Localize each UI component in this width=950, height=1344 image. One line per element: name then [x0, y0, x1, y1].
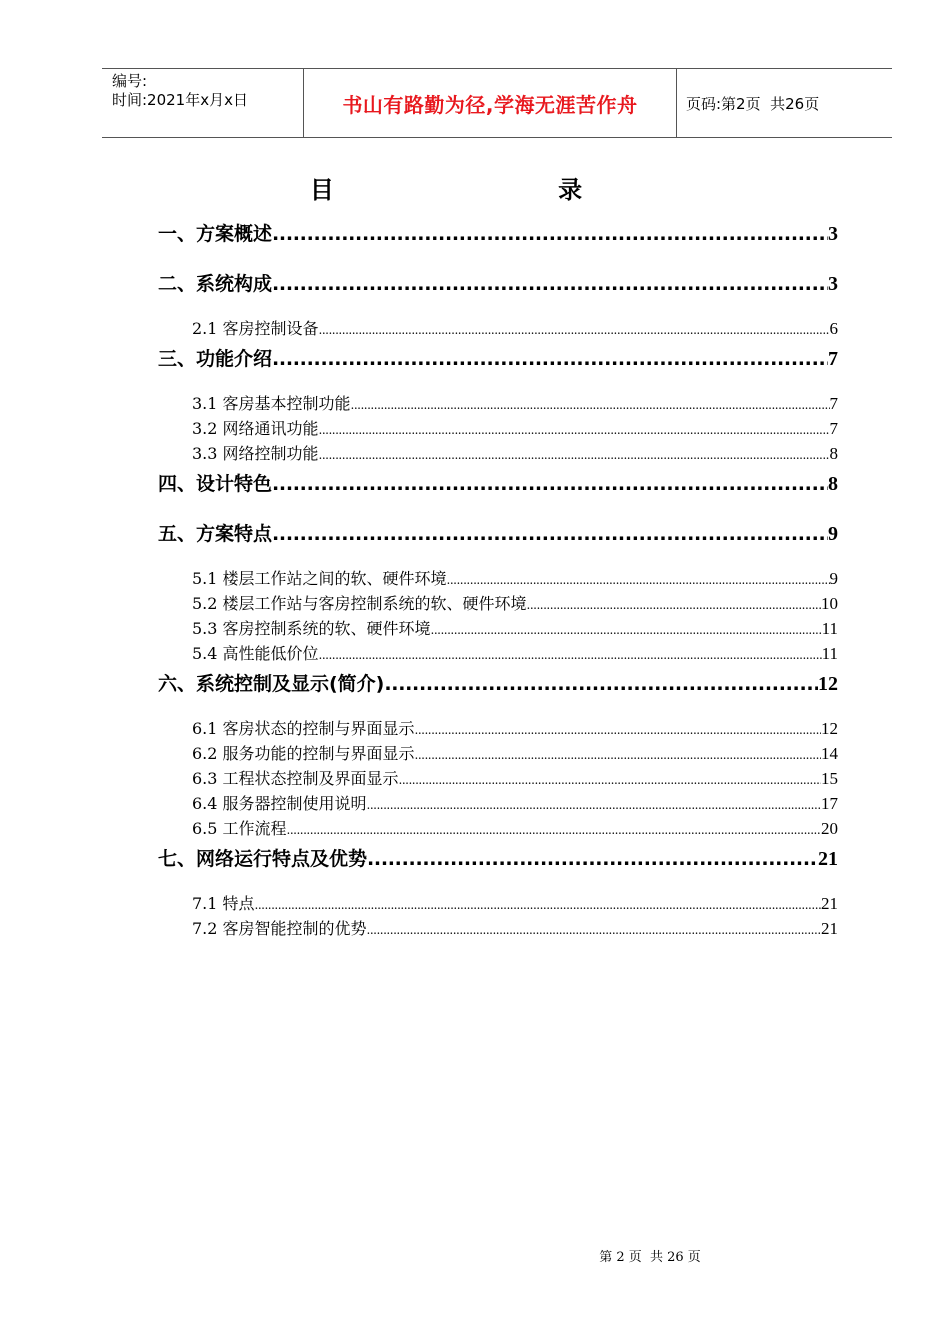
toc-entry-page: 17: [821, 794, 838, 813]
toc-entry-page: 21: [821, 894, 838, 913]
toc-entry-page: 10: [821, 594, 838, 613]
toc-dot-leader: [272, 341, 828, 377]
toc-entry-title: 四、设计特色: [158, 473, 273, 495]
toc-section-entry[interactable]: [158, 766, 838, 791]
toc-dot-leader: [415, 743, 821, 766]
toc-dot-leader: [272, 466, 828, 502]
toc-dot-leader: [447, 568, 830, 591]
toc-entry-title: 6.4 服务器控制使用说明: [192, 794, 367, 813]
toc-chapter-entry[interactable]: [158, 466, 838, 516]
toc-entry-title: 5.2 楼层工作站与客房控制系统的软、硬件环境: [192, 594, 527, 613]
toc-entry-page: 3: [828, 273, 838, 295]
toc-entry-page: 12: [821, 719, 838, 738]
toc-dot-leader: [384, 666, 818, 702]
toc-section-entry[interactable]: [158, 891, 838, 916]
toc-entry-title: 7.1 特点: [192, 894, 255, 913]
toc-dot-leader: [351, 393, 830, 416]
toc-entry-title: 六、系统控制及显示(简介): [158, 673, 385, 695]
toc-entry-page: 21: [818, 848, 838, 870]
toc-entry-page: 14: [821, 744, 838, 763]
toc-entry-title: 5.3 客房控制系统的软、硬件环境: [192, 619, 431, 638]
toc-dot-leader: [399, 768, 821, 791]
toc-section-entry[interactable]: [158, 391, 838, 416]
toc-dot-leader: [527, 593, 821, 616]
toc-section-entry[interactable]: [158, 591, 838, 616]
toc-section-entry[interactable]: [158, 791, 838, 816]
time-label: 时间:2021年x月x日: [112, 91, 248, 109]
toc-entry-title: 一、方案概述: [158, 223, 273, 245]
toc-dot-leader: [287, 818, 821, 841]
toc-dot-leader: [272, 266, 828, 302]
toc-entry-title: 5.4 高性能低价位: [192, 644, 319, 663]
toc-dot-leader: [367, 793, 821, 816]
toc-chapter-entry[interactable]: [158, 216, 838, 266]
toc-dot-leader: [319, 643, 822, 666]
toc-entry-page: 20: [821, 819, 838, 838]
number-label: 编号:: [112, 72, 148, 90]
toc-dot-leader: [272, 216, 828, 252]
toc-entry-page: 8: [829, 444, 838, 463]
toc-dot-leader: [319, 418, 830, 441]
toc-dot-leader: [319, 443, 830, 466]
page-header: [102, 68, 892, 138]
header-page-info: 页码:第2页 共26页: [686, 94, 820, 113]
toc-entry-title: 7.2 客房智能控制的优势: [192, 919, 367, 938]
toc-dot-leader: [415, 718, 821, 741]
toc-section-entry[interactable]: [158, 316, 838, 341]
toc-entry-title: 6.1 客房状态的控制与界面显示: [192, 719, 415, 738]
toc-dot-leader: [255, 893, 821, 916]
toc-chapter-entry[interactable]: [158, 666, 838, 716]
toc-entry-page: 21: [821, 919, 838, 938]
toc-entry-title: 6.5 工作流程: [192, 819, 287, 838]
toc-section-entry[interactable]: [158, 441, 838, 466]
toc-entry-page: 15: [821, 769, 838, 788]
toc-entry-page: 11: [821, 644, 838, 663]
toc-entry-page: 9: [829, 569, 838, 588]
toc-entry-title: 3.2 网络通讯功能: [192, 419, 319, 438]
toc-entry-page: 6: [829, 319, 838, 338]
toc-section-entry[interactable]: [158, 641, 838, 666]
toc-entry-page: 11: [821, 619, 838, 638]
toc-title: 目 录: [309, 176, 691, 204]
toc-dot-leader: [367, 841, 818, 877]
toc-section-entry[interactable]: [158, 916, 838, 941]
toc-dot-leader: [319, 318, 830, 341]
header-meta: [112, 72, 302, 110]
toc-entry-title: 6.2 服务功能的控制与界面显示: [192, 744, 415, 763]
toc-section-entry[interactable]: [158, 566, 838, 591]
toc-section-entry[interactable]: [158, 416, 838, 441]
toc-entry-title: 三、功能介绍: [158, 348, 273, 370]
toc-entry-title: 2.1 客房控制设备: [192, 319, 319, 338]
toc-dot-leader: [272, 516, 828, 552]
toc-entry-title: 五、方案特点: [158, 523, 273, 545]
toc-entry-title: 5.1 楼层工作站之间的软、硬件环境: [192, 569, 447, 588]
header-motto: 书山有路勤为径,学海无涯苦作舟: [342, 92, 638, 117]
toc-entry-page: 9: [828, 523, 838, 545]
toc-entry-page: 3: [828, 223, 838, 245]
toc-dot-leader: [431, 618, 822, 641]
toc-section-entry[interactable]: [158, 816, 838, 841]
toc-entry-page: 7: [828, 348, 838, 370]
toc-section-entry[interactable]: [158, 716, 838, 741]
toc-dot-leader: [367, 918, 821, 941]
toc-entry-page: 7: [829, 394, 838, 413]
toc-entry-title: 3.1 客房基本控制功能: [192, 394, 351, 413]
toc-chapter-entry[interactable]: [158, 841, 838, 891]
table-of-contents: [158, 216, 838, 941]
toc-entry-page: 8: [828, 473, 838, 495]
header-divider: [676, 69, 677, 137]
toc-entry-page: 7: [829, 419, 838, 438]
toc-entry-page: 12: [818, 673, 838, 695]
toc-chapter-entry[interactable]: [158, 341, 838, 391]
toc-entry-title: 七、网络运行特点及优势: [158, 848, 368, 870]
page-footer: 第 2 页 共 26 页: [599, 1250, 701, 1265]
toc-chapter-entry[interactable]: [158, 516, 838, 566]
toc-entry-title: 6.3 工程状态控制及界面显示: [192, 769, 399, 788]
toc-section-entry[interactable]: [158, 616, 838, 641]
toc-section-entry[interactable]: [158, 741, 838, 766]
toc-entry-title: 二、系统构成: [158, 273, 273, 295]
toc-chapter-entry[interactable]: [158, 266, 838, 316]
toc-entry-title: 3.3 网络控制功能: [192, 444, 319, 463]
